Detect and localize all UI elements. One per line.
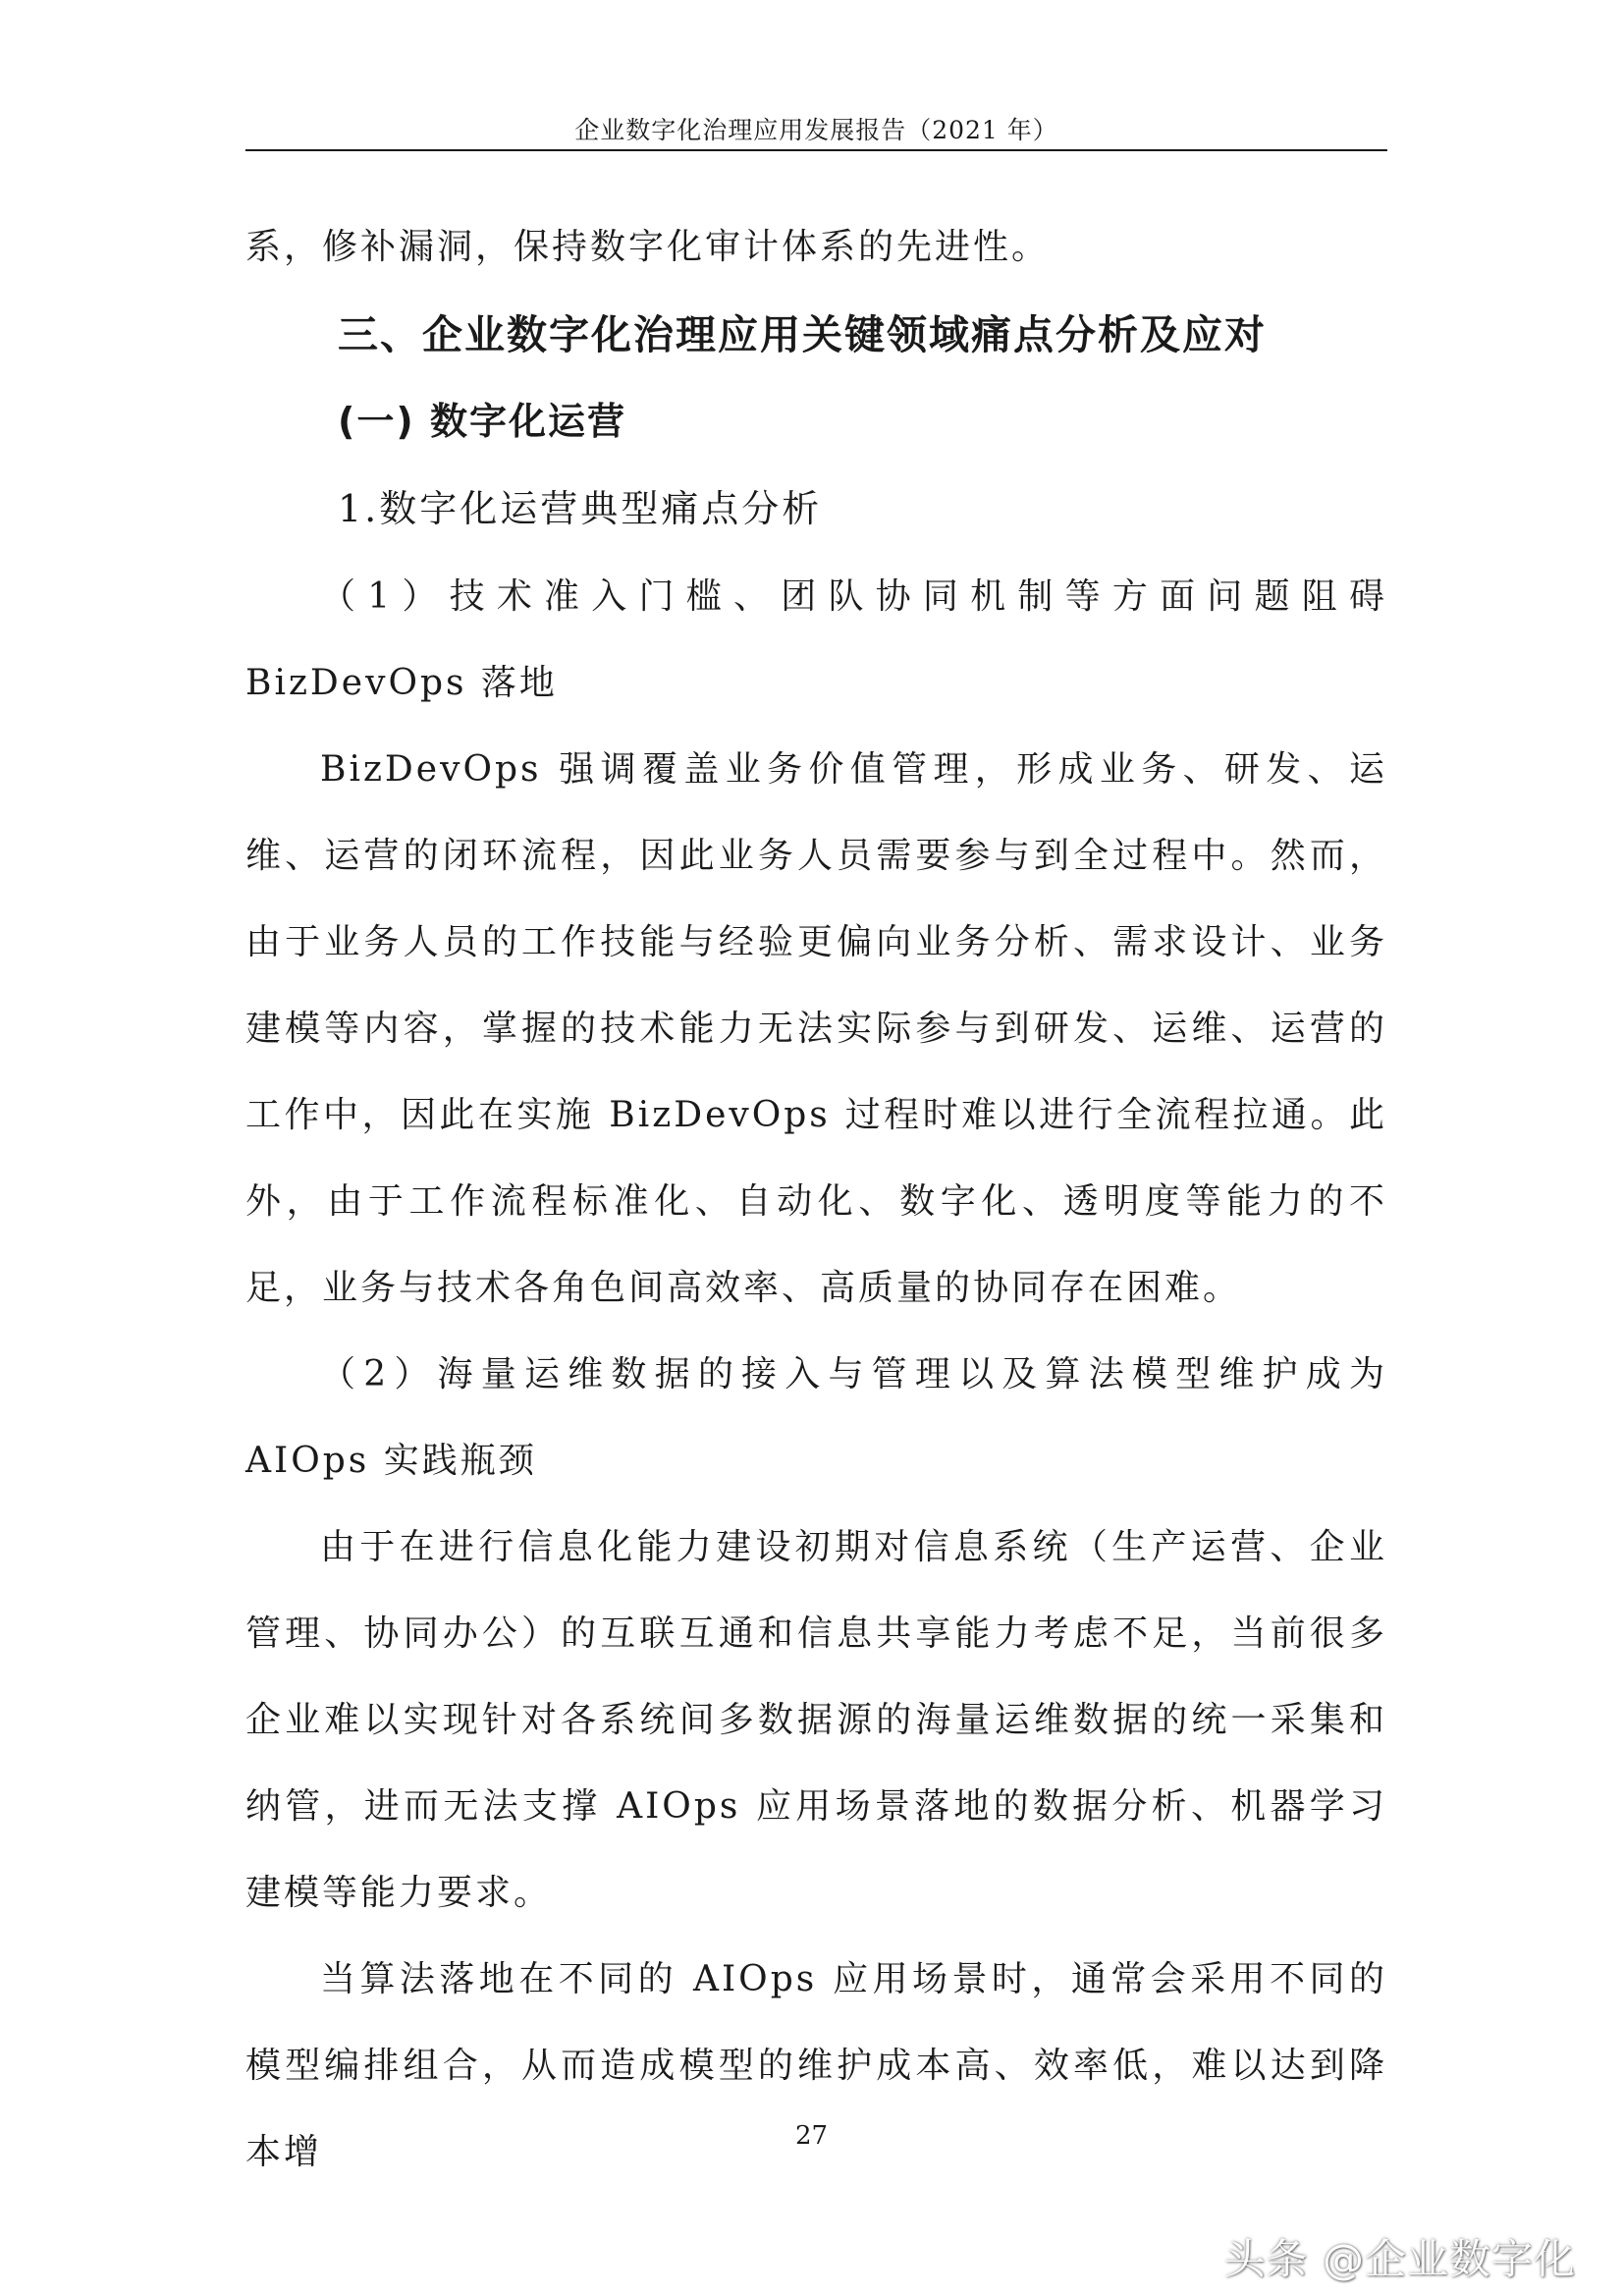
item2-paragraph-1: 由于在进行信息化能力建设初期对信息系统（生产运营、企业管理、协同办公）的互联互通和信息共享能力考虑不足，当前很多企业难以实现针对各系统间多数据源的海量运维数据的统一采集和纳管，进而无法支撑 AIOps 应用场景落地的数据分析、机器学习建模等能力要求。 [245,1527,1387,1913]
watermark-text: 头条 @企业数字化 [1223,2235,1576,2283]
watermark [1224,2227,1576,2286]
paragraph-continuation: 系，修补漏洞，保持数字化审计体系的先进性。 [245,227,1051,267]
section-title: 三、企业数字化治理应用关键领域痛点分析及应对 [338,311,1267,358]
item2-title: （2）海量运维数据的接入与管理以及算法模型维护成为 AIOps 实践瓶颈 [245,1354,1387,1481]
page-number: 27 [794,2121,829,2151]
subsection-title: (一) 数字化运营 [338,400,626,443]
header-rule [245,149,1387,151]
item1-paragraph: BizDevOps 强调覆盖业务价值管理，形成业务、研发、运维、运营的闭环流程，因此业务人员需要参与到全过程中。然而，由于业务人员的工作技能与经验更偏向业务分析、需求设计、业务建模等内容，掌握的技术能力无法实际参与到研发、运维、运营的工作中，因此在实施 BizDevOps 过程时难以进行全流程拉通。此外，由于工作流程标准化、自动化、数字化、透明度等能力的不足，业务与技术各角色间高效率、高质量的协同存在困难。 [245,749,1387,1308]
item2-paragraph-2: 当算法落地在不同的 AIOps 应用场景时，通常会采用不同的模型编排组合，从而造成模型的维护成本高、效率低，难以达到降本增 [245,1959,1387,2172]
subsubsection-title: 1.数字化运营典型痛点分析 [338,487,823,530]
item1-title: （1）技术准入门槛、团队协同机制等方面问题阻碍 BizDevOps 落地 [245,576,1387,703]
running-header: 企业数字化治理应用发展报告（2021 年） [574,116,1058,144]
page-content [245,204,1387,2196]
